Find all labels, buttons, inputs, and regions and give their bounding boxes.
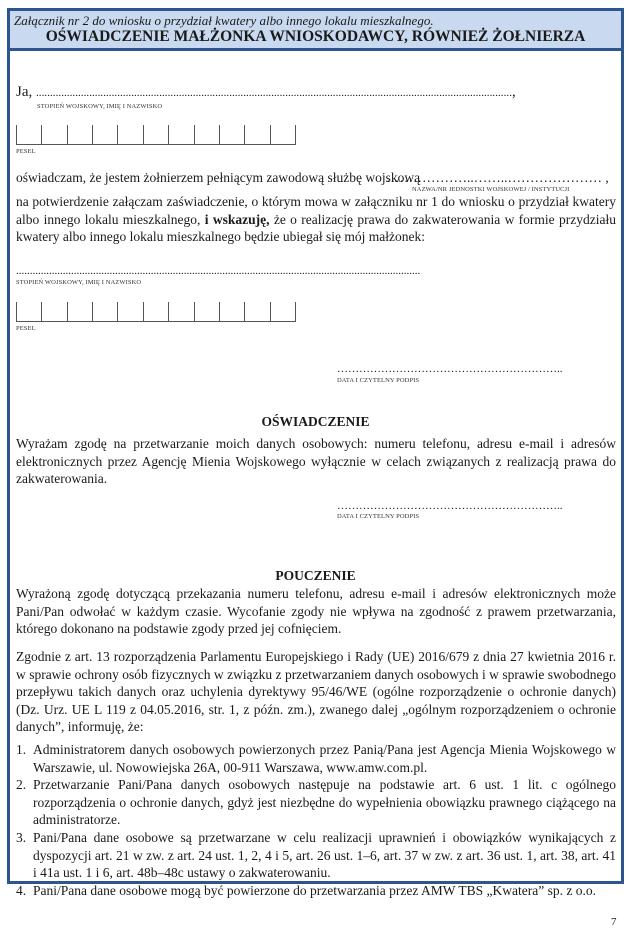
spouse-name-field-label: STOPIEŃ WOJSKOWY, IMIĘ I NAZWISKO bbox=[16, 279, 142, 286]
signature-field-dots[interactable]: …………………………………………………….. bbox=[337, 363, 563, 375]
pesel-digit-cell[interactable] bbox=[194, 302, 219, 321]
ja-prefix: Ja, bbox=[16, 84, 33, 100]
unit-field-label: NAZWA/NR JEDNOSTKI WOJSKOWEJ / INSTYTUCJI bbox=[412, 186, 570, 193]
unit-field-dots[interactable]: ………………..……..………………… , bbox=[386, 170, 609, 185]
spouse-pesel-label: PESEL bbox=[16, 325, 36, 332]
consent-paragraph: Wyrażam zgodę na przetwarzanie moich danych osobowych: numeru telefonu, adresu e-mail i adresów elektronicznych przez Agencję Mienia Wojskowego wyłącznie w celach związanych z realizacją prawa do zakwaterowania. bbox=[16, 436, 616, 487]
pesel-digit-cell[interactable] bbox=[16, 125, 41, 144]
list-item-number: 3. bbox=[16, 829, 27, 845]
consent-signature-label: DATA I CZYTELNY PODPIS bbox=[337, 513, 420, 520]
pesel-digit-cell[interactable] bbox=[168, 302, 193, 321]
name-field-label: STOPIEŃ WOJSKOWY, IMIĘ I NAZWISKO bbox=[37, 103, 163, 110]
instruction-section-title: POUCZENIE bbox=[275, 568, 356, 583]
pesel-digit-cell[interactable] bbox=[67, 302, 92, 321]
pesel-input[interactable] bbox=[16, 125, 296, 145]
declare-line bbox=[16, 169, 420, 186]
ja-suffix: , bbox=[512, 84, 516, 100]
instruction-paragraph-2: Zgodnie z art. 13 rozporządzenia Parlamentu Europejskiego i Rady (UE) 2016/679 z dnia 27 kwietnia 2016 r. w sprawie ochrony osób fizycznych w związku z przetwarzaniem danych osobowych i w sprawie swobodnego przepływu takich danych oraz uchylenia dyrektywy 95/46/WE (ogólne rozporządzenie o ochronie danych) (Dz. Urz. UE L 119 z 04.05.2016, str. 1, z późn. zm.), zwanego dalej „ogólnym rozporządzeniem o ochronie danych”, informuję, że: bbox=[16, 649, 616, 735]
list-item-number: 1. bbox=[16, 742, 27, 757]
pesel-digit-cell[interactable] bbox=[270, 302, 296, 321]
pesel-digit-cell[interactable] bbox=[92, 302, 117, 321]
list-item-text: Przetwarzanie Pani/Pana danych osobowych następuje na podstawie art. 6 ust. 1 lit. c ogólnego rozporządzenia o ochronie danych, gdyż jest niezbędne do wypełnienia obowiązku prawnego ciążącego na administratorze. bbox=[33, 777, 616, 828]
page-number: 7 bbox=[611, 916, 617, 928]
confirmation-text-1: na potwierdzenie załączam zaświadczenie, o którym mowa w załączniku nr 1 do wniosku o przydział kwatery albo innego lokalu mieszkalnego, bbox=[16, 194, 616, 227]
spouse-name-field-dots[interactable]: ................................................................................................................................................... bbox=[16, 265, 421, 277]
indicate-bold-text: i wskazuję, bbox=[204, 211, 270, 227]
list-item-text: Pani/Pana dane osobowe mogą być powierzone do przetwarzania przez AMW TBS „Kwatera” sp. z o.o. bbox=[33, 882, 596, 898]
list-item-number: 2. bbox=[16, 777, 27, 793]
list-item-number: 4. bbox=[16, 882, 27, 898]
pesel-digit-cell[interactable] bbox=[41, 125, 66, 144]
form-header bbox=[10, 11, 621, 51]
instruction-paragraph-1: Wyrażoną zgodę dotyczącą przekazania numeru telefonu, adresu e-mail i adresów elektronicznych może Pani/Pan odwołać w każdym czasie. Wycofanie zgody nie wpływa na zgodność z prawem przetwarzania, którego dokonano na podstawie zgody przed jej cofnięciem. bbox=[16, 586, 616, 637]
name-field-dots[interactable]: .......................................................................................................................................................................... bbox=[36, 87, 512, 99]
list-item bbox=[16, 741, 616, 776]
list-item bbox=[16, 776, 616, 829]
spouse-pesel-input[interactable] bbox=[16, 302, 296, 322]
pesel-digit-cell[interactable] bbox=[168, 125, 193, 144]
form-frame bbox=[7, 8, 624, 898]
pesel-digit-cell[interactable] bbox=[219, 302, 244, 321]
list-item bbox=[16, 882, 616, 900]
list-item-text: Administratorem danych osobowych powierzonych przez Panią/Pana jest Agencja Mienia Wojskowego w Warszawie, ul. Nowowiejska 26A, 00-911 Warszawa, www.amw.com.pl. bbox=[33, 742, 616, 775]
pesel-digit-cell[interactable] bbox=[143, 302, 168, 321]
consent-signature-dots[interactable]: …………………………………………………….. bbox=[337, 500, 563, 512]
pesel-digit-cell[interactable] bbox=[244, 125, 269, 144]
pesel-digit-cell[interactable] bbox=[244, 302, 269, 321]
confirmation-text-2: że o realizację prawa do zakwaterowania w formie przydziału kwatery albo innego lokalu mieszkalnego będzie ubiegał się mój małżonek: bbox=[16, 211, 616, 245]
pesel-digit-cell[interactable] bbox=[143, 125, 168, 144]
form-title: OŚWIADCZENIE MAŁŻONKA WNIOSKODAWCY, RÓWNIEŻ ŻOŁNIERZA bbox=[45, 28, 586, 45]
pesel-digit-cell[interactable] bbox=[219, 125, 244, 144]
list-item-text: Pani/Pana dane osobowe są przetwarzane w celu realizacji uprawnień i obowiązków wynikających z dyspozycji art. 21 w zw. z art. 24 ust. 1, 2, 4 i 5, art. 26 ust. 1–6, art. 37 w zw. z art. 36 ust. 1, art. 38, art. 41 i 41a ust. 1 i 6, art. 48b–48c ustawy o zakwaterowaniu. bbox=[33, 829, 616, 881]
confirmation-paragraph bbox=[16, 193, 616, 246]
declare-text: oświadczam, że jestem żołnierzem pełniącym zawodową służbę wojskową bbox=[16, 170, 421, 185]
list-item bbox=[16, 829, 616, 882]
pesel-digit-cell[interactable] bbox=[16, 302, 41, 321]
signature-field-label: DATA I CZYTELNY PODPIS bbox=[337, 377, 420, 384]
pesel-digit-cell[interactable] bbox=[41, 302, 66, 321]
attachment-subtitle: Załącznik nr 2 do wniosku o przydział kwatery albo innego lokalu mieszkalnego. bbox=[14, 13, 434, 28]
pesel-digit-cell[interactable] bbox=[270, 125, 296, 144]
pesel-digit-cell[interactable] bbox=[92, 125, 117, 144]
pesel-digit-cell[interactable] bbox=[67, 125, 92, 144]
pesel-digit-cell[interactable] bbox=[117, 302, 142, 321]
pesel-label: PESEL bbox=[16, 148, 36, 155]
pesel-digit-cell[interactable] bbox=[117, 125, 142, 144]
pesel-digit-cell[interactable] bbox=[194, 125, 219, 144]
gdpr-info-list bbox=[16, 741, 616, 899]
consent-section-title: OŚWIADCZENIE bbox=[261, 414, 370, 429]
ja-line[interactable] bbox=[16, 84, 516, 102]
